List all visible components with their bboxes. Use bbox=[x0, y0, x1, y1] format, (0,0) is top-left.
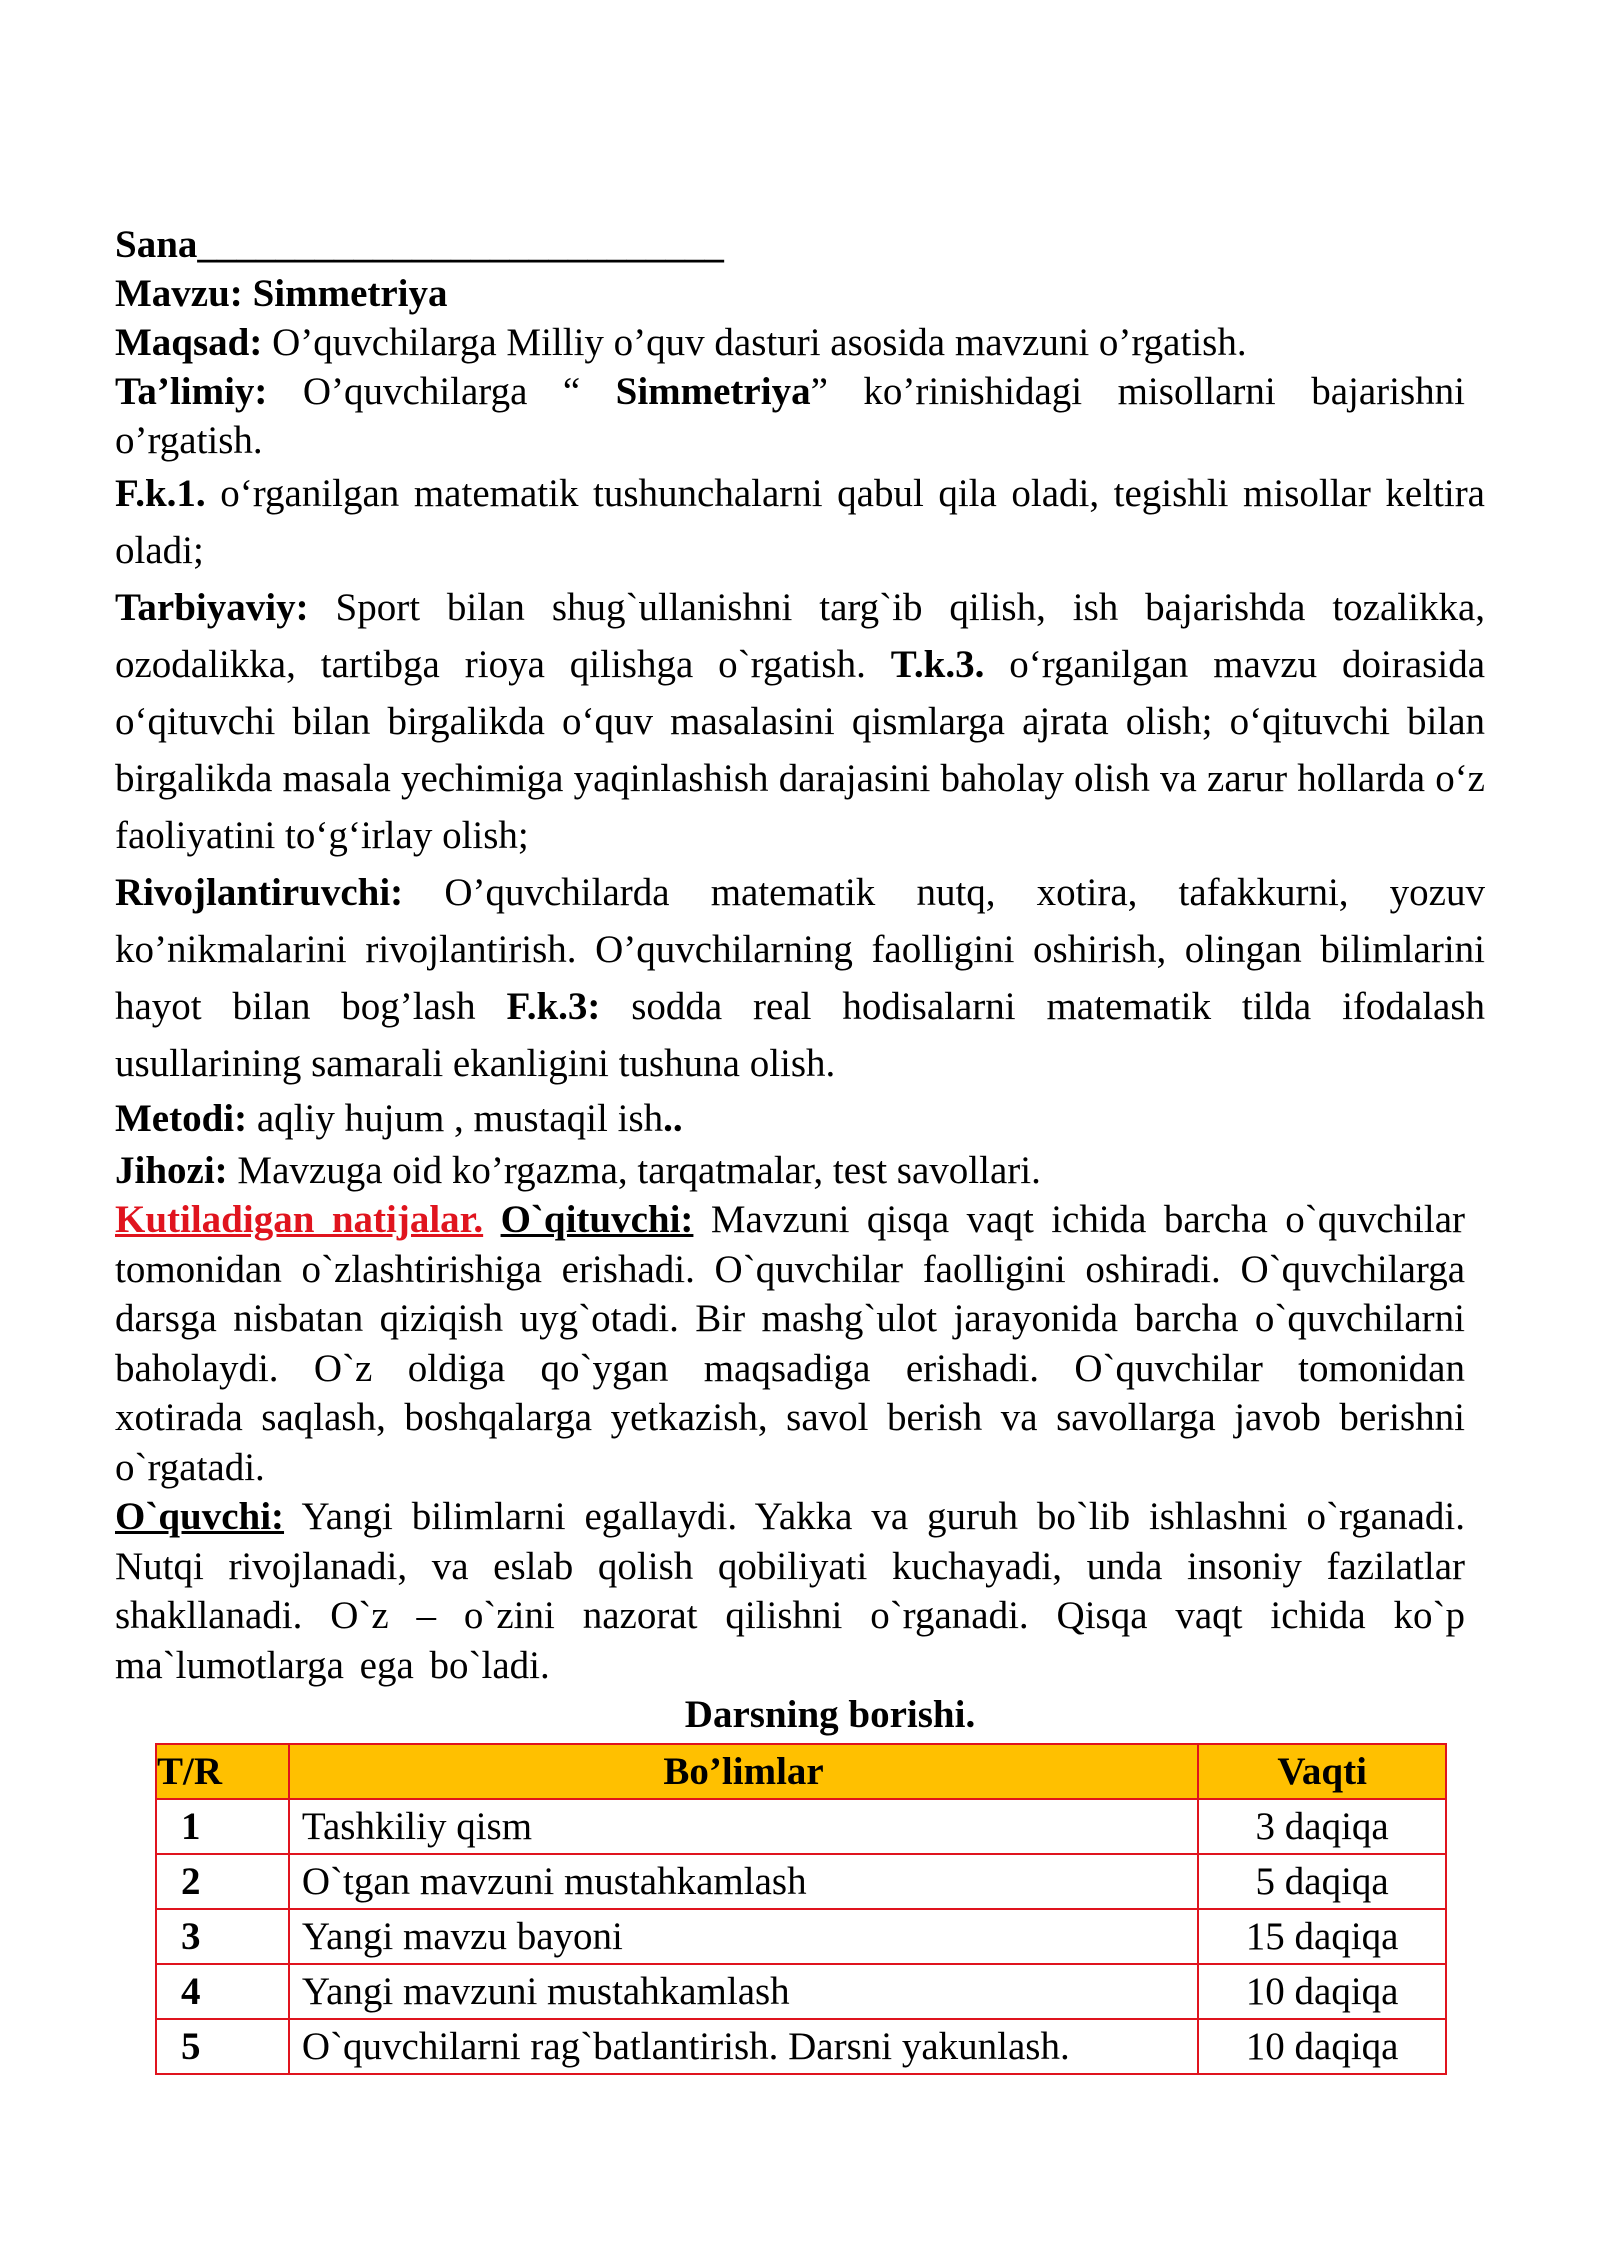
upbringing-text-a: Sport bilan shug`ullanishni targ`ib qilish, ish bajarishda tozalikka, ozodalikka, tartibga rioya qilishga o`rgatish. bbox=[115, 586, 1486, 686]
expected-results bbox=[115, 1195, 1465, 1492]
row-section: O`quvchilarni rag`batlantirish. Darsni yakunlash. bbox=[289, 2019, 1198, 2074]
row-section: Yangi mavzu bayoni bbox=[289, 1909, 1198, 1964]
educational-label: Ta’limiy: bbox=[115, 370, 268, 413]
upbringing-goal bbox=[115, 579, 1485, 864]
row-time: 3 daqiqa bbox=[1198, 1799, 1446, 1854]
column-header-sections: Bo’limlar bbox=[289, 1744, 1198, 1799]
student-label: O`quvchi: bbox=[115, 1495, 285, 1538]
lesson-plan-table bbox=[155, 1743, 1447, 2075]
row-time: 15 daqiqa bbox=[1198, 1909, 1446, 1964]
developmental-goal bbox=[115, 864, 1485, 1092]
row-time: 5 daqiqa bbox=[1198, 1854, 1446, 1909]
table-row bbox=[156, 2019, 1446, 2074]
methods-line bbox=[115, 1092, 1485, 1146]
lesson-plan-title: Darsning borishi. bbox=[684, 1693, 976, 1736]
table-row bbox=[156, 1799, 1446, 1854]
upbringing-text-b: o‘rganilgan mavzu doirasida o‘qituvchi bilan birgalikda o‘quv masalasini qismlarga ajrata olish; o‘qituvchi bilan birgalikda masala yechimiga yaqinlashish darajasini baholay olish va zarur hollarda o‘z faoliyatini to‘g‘irlay olish; bbox=[115, 643, 1485, 857]
educational-text-a: O’quvchilarga “ bbox=[302, 370, 616, 413]
goal-text: O’quvchilarga Milliy o’quv dasturi asosida mavzuni o’rgatish. bbox=[272, 321, 1247, 364]
row-number: 5 bbox=[156, 2019, 289, 2074]
topic-value: Simmetriya bbox=[252, 272, 448, 315]
developmental-text-a: O’quvchilarda matematik nutq, xotira, tafakkurni, yozuv ko’nikmalarini rivojlantirish. O’quvchilarning faolligini oshirish, olingan bilimlarini hayot bilan bog’lash bbox=[115, 871, 1485, 1028]
lesson-document bbox=[115, 220, 1485, 1739]
student-results bbox=[115, 1492, 1465, 1690]
date-label: Sana bbox=[115, 223, 198, 266]
methods-tail: .. bbox=[663, 1097, 683, 1140]
date-line bbox=[115, 220, 1485, 269]
row-number: 2 bbox=[156, 1854, 289, 1909]
competency-fk1 bbox=[115, 465, 1485, 579]
teacher-text: Mavzuni qisqa vaqt ichida barcha o`quvchilar tomonidan o`zlashtirishiga erishadi. O`quvchilar faolligini oshiradi. O`quvchilarga darsga nisbatan qiziqish uyg`otadi. Bir mashg`ulot jarayonida barcha o`quvchilarni baholaydi. O`z oldiga qo`ygan maqsadiga erishadi. O`quvchilar tomonidan xotirada saqlash, boshqalarga yetkazish, savol berish va savollarga javob berishni o`rgatadi. bbox=[115, 1198, 1466, 1489]
goal-line bbox=[115, 318, 1485, 367]
equipment-line bbox=[115, 1146, 1485, 1195]
column-header-time: Vaqti bbox=[1198, 1744, 1446, 1799]
methods-label: Metodi: bbox=[115, 1097, 248, 1140]
row-number: 4 bbox=[156, 1964, 289, 2019]
fk1-label: F.k.1. bbox=[115, 472, 206, 515]
teacher-label: O`qituvchi: bbox=[500, 1198, 694, 1241]
topic-label: Mavzu: bbox=[115, 272, 243, 315]
fk3-label: F.k.3: bbox=[506, 985, 601, 1028]
developmental-text-b: sodda real hodisalarni matematik tilda ifodalash usullarining samarali ekanligini tushuna olish. bbox=[115, 985, 1486, 1085]
row-number: 1 bbox=[156, 1799, 289, 1854]
table-row bbox=[156, 1909, 1446, 1964]
equipment-label: Jihozi: bbox=[115, 1149, 228, 1192]
educational-goal bbox=[115, 367, 1465, 465]
date-blank: ___________________________ bbox=[197, 223, 724, 266]
row-time: 10 daqiqa bbox=[1198, 2019, 1446, 2074]
educational-text-b: ” ko’rinishidagi misollarni bajarishni o’rgatish. bbox=[115, 370, 1465, 462]
student-text: Yangi bilimlarni egallaydi. Yakka va guruh bo`lib ishlashni o`rganadi. Nutqi rivojlanadi, va eslab qolish qobiliyati kuchayadi, unda insoniy fazilatlar shakllanadi. O`z – o`zini nazorat qilishni o`rganadi. Qisqa vaqt ichida ko`p ma`lumotlarga ega bo`ladi. bbox=[115, 1495, 1465, 1687]
column-header-number: T/R bbox=[156, 1744, 289, 1799]
table-row bbox=[156, 1964, 1446, 2019]
row-section: O`tgan mavzuni mustahkamlash bbox=[289, 1854, 1198, 1909]
row-section: Tashkiliy qism bbox=[289, 1799, 1198, 1854]
expected-results-label: Kutiladigan natijalar. bbox=[115, 1198, 484, 1241]
table-header-row bbox=[156, 1744, 1446, 1799]
row-number: 3 bbox=[156, 1909, 289, 1964]
goal-label: Maqsad: bbox=[115, 321, 263, 364]
fk1-text: o‘rganilgan matematik tushunchalarni qabul qila oladi, tegishli misollar keltira oladi; bbox=[115, 472, 1485, 572]
row-section: Yangi mavzuni mustahkamlash bbox=[289, 1964, 1198, 2019]
topic-line bbox=[115, 269, 1485, 318]
educational-topic: Simmetriya bbox=[615, 370, 811, 413]
equipment-text: Mavzuga oid ko’rgazma, tarqatmalar, test savollari. bbox=[237, 1149, 1041, 1192]
row-time: 10 daqiqa bbox=[1198, 1964, 1446, 2019]
developmental-label: Rivojlantiruvchi: bbox=[115, 871, 404, 914]
tk3-label: T.k.3. bbox=[890, 643, 985, 686]
methods-text: aqliy hujum , mustaqil ish bbox=[256, 1097, 664, 1140]
table-row bbox=[156, 1854, 1446, 1909]
upbringing-label: Tarbiyaviy: bbox=[115, 586, 309, 629]
